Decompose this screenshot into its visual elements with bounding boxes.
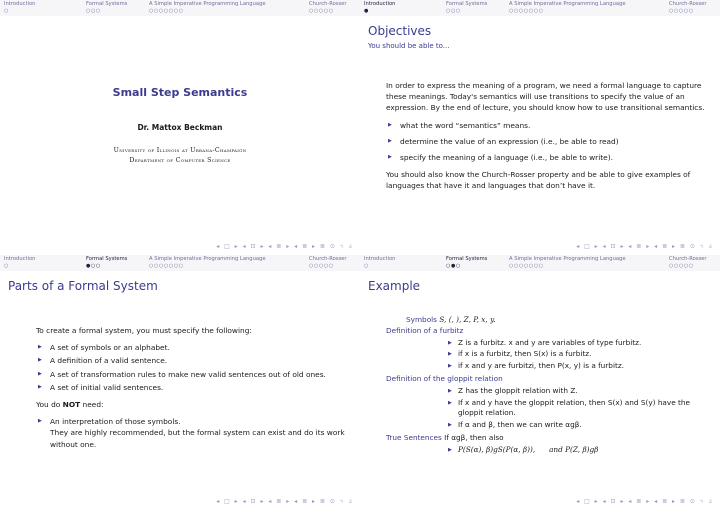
- nav-section-introduction[interactable]: Introduction: [364, 1, 396, 7]
- nav-dots-introduction[interactable]: ○: [4, 263, 9, 269]
- frame-title: Parts of a Formal System: [8, 279, 158, 293]
- true-sentences-text: If αgβ, then also: [444, 432, 504, 442]
- nav-dots-imperative-language[interactable]: ○○○○○○○: [149, 263, 184, 269]
- do-not-prefix: You do: [36, 400, 61, 410]
- beamer-nav-symbols[interactable]: ◂ □ ▸ ◂ ⊡ ▸ ◂ ≣ ▸ ◂ ≣ ▸ ≣ ⊙ ৭ ৫: [576, 243, 714, 250]
- list-item: ▶ if x and y are furbitzi, then P(x, y) is a furbitz.: [446, 361, 716, 372]
- interpretation-item: An interpretation of those symbols.: [50, 417, 181, 427]
- list-item: ▶ if x is a furbitz, then S(x) is a furbitz.: [446, 349, 716, 360]
- furbitz-heading: Definition of a furbitz: [386, 325, 464, 335]
- list-item: ▶ A definition of a valid sentence.: [36, 355, 354, 366]
- nav-dots-formal-systems[interactable]: ○○○: [86, 8, 101, 14]
- true-sentences-line: [386, 433, 716, 444]
- slide-title: [0, 0, 360, 255]
- do-not-need-line: [36, 399, 354, 410]
- nav-dots-formal-systems[interactable]: ○○○: [446, 8, 461, 14]
- list-item: ▶ Z has the gloppit relation with Z.: [446, 386, 716, 397]
- nav-section-imperative-language[interactable]: A Simple Imperative Programming Language: [149, 1, 266, 7]
- presentation-title: Small Step Semantics: [112, 86, 248, 99]
- list-item: [36, 416, 354, 450]
- interpretation-note: They are highly recommended, but the formal system can exist and do its work without one.: [50, 428, 345, 449]
- nav-dots-church-rosser[interactable]: ○○○○○: [669, 263, 694, 269]
- symbols-line: [386, 315, 716, 326]
- list-item: ▶ If x and y have the gloppit relation, then S(x) and S(y) have the gloppit relation.: [446, 398, 716, 420]
- nav-bar: [0, 0, 360, 16]
- list-item: ▶ A set of initial valid sentences.: [36, 382, 354, 393]
- nav-bar: [360, 255, 720, 271]
- nav-section-introduction[interactable]: Introduction: [4, 1, 36, 7]
- nav-bar: [360, 0, 720, 16]
- list-item: ▶ A set of symbols or an alphabet.: [36, 342, 354, 353]
- institution-university: University of Illinois at Urbana-Champaign: [113, 147, 247, 154]
- objectives-body: [386, 80, 706, 192]
- true-sentences-label: True Sentences: [386, 432, 442, 442]
- do-not-suffix: need:: [82, 400, 104, 410]
- nav-section-formal-systems[interactable]: Formal Systems: [86, 1, 128, 7]
- institution-department: Department of Computer Science: [129, 156, 231, 164]
- nav-dots-imperative-language[interactable]: ○○○○○○○: [149, 8, 184, 14]
- nav-section-church-rosser[interactable]: Church-Rosser: [669, 1, 707, 7]
- nav-dots-introduction[interactable]: ●: [364, 8, 369, 14]
- symbols-label: Symbols: [406, 315, 437, 324]
- list-item: ▶ what the word “semantics” means.: [386, 120, 706, 131]
- not-needed-list: [36, 416, 354, 450]
- gloppit-list: [386, 386, 716, 431]
- nav-section-imperative-language[interactable]: A Simple Imperative Programming Language: [509, 1, 626, 7]
- nav-dots-imperative-language[interactable]: ○○○○○○○: [509, 263, 544, 269]
- nav-dots-church-rosser[interactable]: ○○○○○: [669, 8, 694, 14]
- nav-dots-formal-systems[interactable]: ●○○: [86, 263, 101, 269]
- formal-system-list: [36, 342, 354, 393]
- nav-dots-church-rosser[interactable]: ○○○○○: [309, 8, 334, 14]
- nav-section-formal-systems[interactable]: Formal Systems: [86, 256, 128, 262]
- nav-bar: [0, 255, 360, 271]
- nav-section-introduction[interactable]: Introduction: [4, 256, 36, 262]
- beamer-nav-symbols[interactable]: ◂ □ ▸ ◂ ⊡ ▸ ◂ ≣ ▸ ◂ ≣ ▸ ≣ ⊙ ৭ ৫: [216, 243, 354, 250]
- nav-dots-introduction[interactable]: ○: [364, 263, 369, 269]
- gloppit-heading: Definition of the gloppit relation: [386, 373, 503, 383]
- frame-title: Objectives: [368, 24, 432, 38]
- symbols-value: S, (, ), Z, P, x, y.: [439, 315, 496, 324]
- nav-section-church-rosser[interactable]: Church-Rosser: [309, 1, 347, 7]
- nav-section-church-rosser[interactable]: Church-Rosser: [309, 256, 347, 262]
- list-item: ▶ If α and β, then we can write αgβ.: [446, 420, 716, 431]
- do-not-strong: NOT: [62, 400, 81, 410]
- furbitz-list: [386, 338, 716, 372]
- objectives-list: [386, 120, 706, 164]
- nav-dots-introduction[interactable]: ○: [4, 8, 9, 14]
- slide-objectives: [360, 0, 720, 255]
- nav-section-imperative-language[interactable]: A Simple Imperative Programming Language: [149, 256, 266, 262]
- author-name: Dr. Mattox Beckman: [137, 123, 223, 132]
- slide-example: [360, 255, 720, 510]
- nav-section-imperative-language[interactable]: A Simple Imperative Programming Language: [509, 256, 626, 262]
- list-item: ▶ A set of transformation rules to make new valid sentences out of old ones.: [36, 369, 354, 380]
- list-item: ▶ P(S(α), β)gS(P(α, β)), and P(Z, β)gβ: [446, 445, 716, 456]
- formal-system-intro: To create a formal system, you must specify the following:: [36, 326, 252, 335]
- nav-section-formal-systems[interactable]: Formal Systems: [446, 1, 488, 7]
- frame-subtitle: You should be able to...: [368, 42, 450, 50]
- formal-system-body: [36, 325, 354, 456]
- list-item: ▶ specify the meaning of a language (i.e., be able to write).: [386, 152, 706, 163]
- nav-dots-formal-systems[interactable]: ○●○: [446, 263, 461, 269]
- example-body: [386, 315, 716, 458]
- nav-section-church-rosser[interactable]: Church-Rosser: [669, 256, 707, 262]
- frame-title: Example: [368, 279, 421, 293]
- list-item: ▶ determine the value of an expression (i.e., be able to read): [386, 136, 706, 147]
- list-item: ▶ Z is a furbitz. x and y are variables of type furbitz.: [446, 338, 716, 349]
- objectives-closing: You should also know the Church-Rosser property and be able to give examples of languages that have it and languages that don’t have it.: [386, 170, 691, 191]
- nav-section-formal-systems[interactable]: Formal Systems: [446, 256, 488, 262]
- beamer-nav-symbols[interactable]: ◂ □ ▸ ◂ ⊡ ▸ ◂ ≣ ▸ ◂ ≣ ▸ ≣ ⊙ ৭ ৫: [216, 498, 354, 505]
- nav-dots-church-rosser[interactable]: ○○○○○: [309, 263, 334, 269]
- objectives-intro: In order to express the meaning of a program, we need a formal language to capture these meanings. Today's semantics will use transitions to specify the value of an expression. By the end of lecture, you should know how to use transitional semantics.: [386, 81, 705, 113]
- nav-section-introduction[interactable]: Introduction: [364, 256, 396, 262]
- slide-parts-of-formal-system: [0, 255, 360, 510]
- true-sentences-list: [386, 445, 716, 456]
- institution: [0, 146, 360, 165]
- nav-dots-imperative-language[interactable]: ○○○○○○○: [509, 8, 544, 14]
- beamer-nav-symbols[interactable]: ◂ □ ▸ ◂ ⊡ ▸ ◂ ≣ ▸ ◂ ≣ ▸ ≣ ⊙ ৭ ৫: [576, 498, 714, 505]
